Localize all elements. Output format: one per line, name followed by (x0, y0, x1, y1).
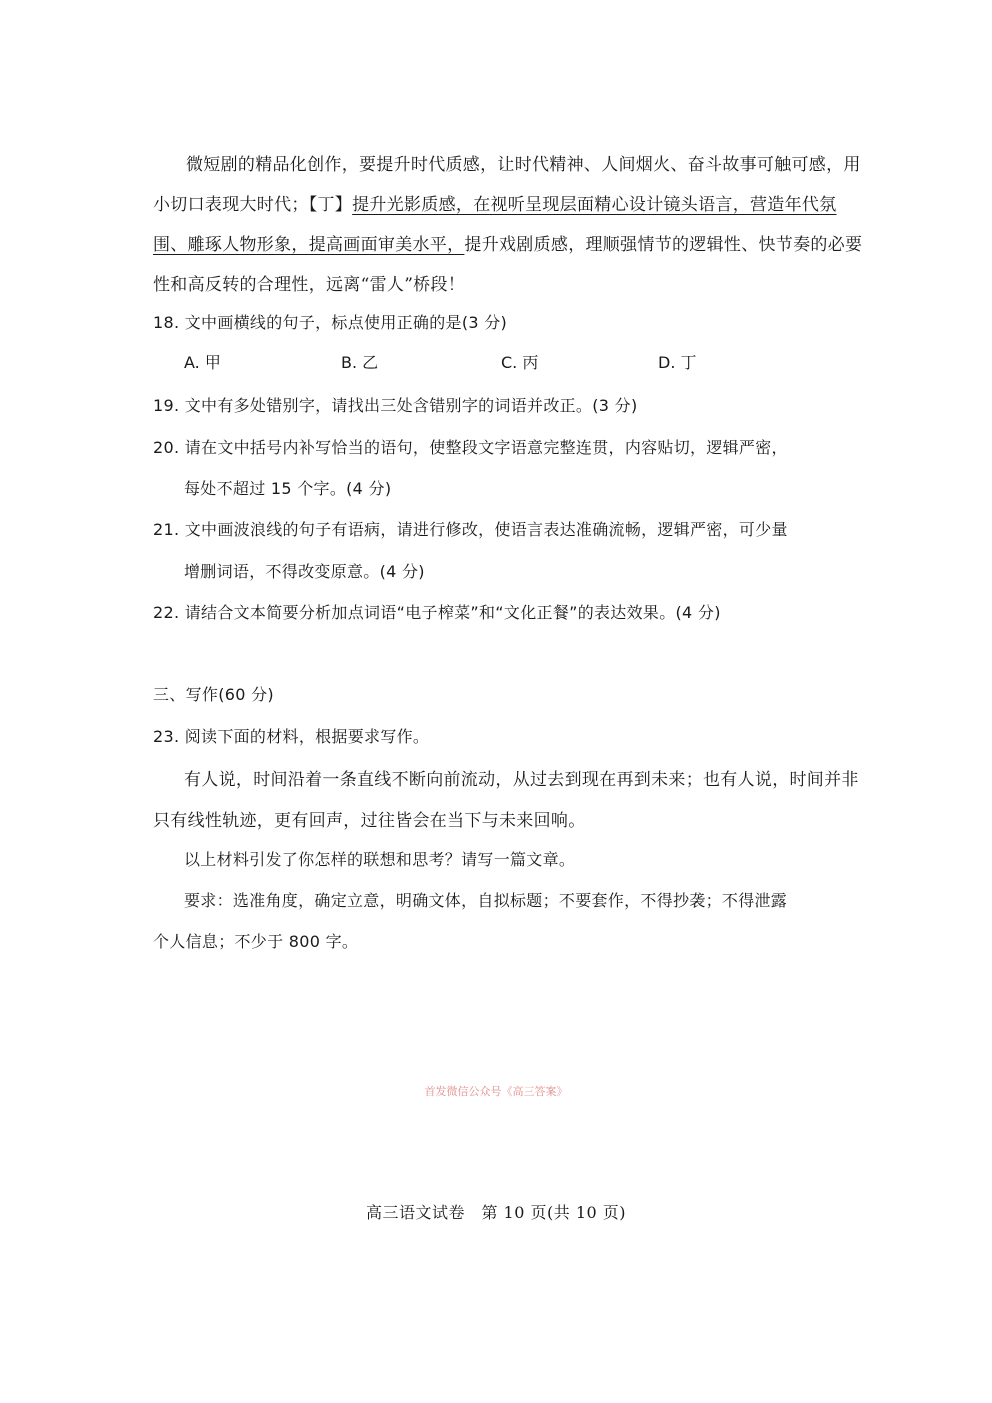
question-22: 22. 请结合文本简要分析加点词语“电子榨菜”和“文化正餐”的表达效果。(4 分) (153, 603, 721, 622)
sentence-mark-ding: 【丁】 (308, 195, 353, 215)
question-23: 23. 阅读下面的材料，根据要求写作。 (153, 727, 430, 746)
material-line-2: 只有线性轨迹，更有回声，过往皆会在当下与未来回响。 (153, 811, 586, 831)
passage-line-4: 性和高反转的合理性，远离“雷人”桥段！ (153, 275, 466, 295)
passage-line-3-rest: 提升戏剧质感，理顺强情节的逻辑性、快节奏的必要 (464, 235, 863, 255)
underlined-sentence-part-1: 提升光影质感，在视听呈现层面精心设计镜头语言，营造年代氛 (352, 195, 837, 215)
option-d: D. 丁 (658, 353, 697, 372)
question-18: 18. 文中画横线的句子，标点使用正确的是(3 分) (153, 313, 508, 332)
requirements-line-1: 要求：选准角度，确定立意，明确文体，自拟标题；不要套作，不得抄袭；不得泄露 (184, 891, 788, 910)
option-b: B. 乙 (341, 353, 379, 372)
underlined-sentence-part-2: 围、雕琢人物形象，提高画面审美水平， (153, 235, 465, 255)
question-20-line-2: 每处不超过 15 个字。(4 分) (184, 479, 392, 498)
passage-line-2 (153, 190, 837, 215)
material-line-1: 有人说，时间沿着一条直线不断向前流动，从过去到现在再到未来；也有人说，时间并非 (184, 770, 859, 790)
watermark-text: 首发微信公众号《高三答案》 (424, 1085, 568, 1098)
question-21-line-1: 21. 文中画波浪线的句子有语病，请进行修改，使语言表达准确流畅，逻辑严密，可少量 (153, 520, 788, 539)
passage-line-3 (153, 230, 862, 255)
question-19: 19. 文中有多处错别字，请找出三处含错别字的词语并改正。(3 分) (153, 396, 638, 415)
page-footer: 高三语文试卷 第 10 页(共 10 页) (365, 1203, 627, 1222)
option-c: C. 丙 (501, 353, 539, 372)
passage-line-1: 微短剧的精品化创作，要提升时代质感，让时代精神、人间烟火、奋斗故事可触可感，用 (186, 155, 861, 175)
option-a: A. 甲 (184, 353, 221, 372)
question-21-line-2: 增删词语，不得改变原意。(4 分) (184, 562, 425, 581)
section-writing-title: 三、写作(60 分) (153, 685, 274, 704)
passage-line-2-prefix: 小切口表现大时代； (153, 195, 309, 215)
requirements-line-2: 个人信息；不少于 800 字。 (153, 932, 359, 951)
writing-prompt: 以上材料引发了你怎样的联想和思考？请写一篇文章。 (184, 850, 576, 869)
question-20-line-1: 20. 请在文中括号内补写恰当的语句，使整段文字语意完整连贯，内容贴切，逻辑严密， (153, 438, 788, 457)
